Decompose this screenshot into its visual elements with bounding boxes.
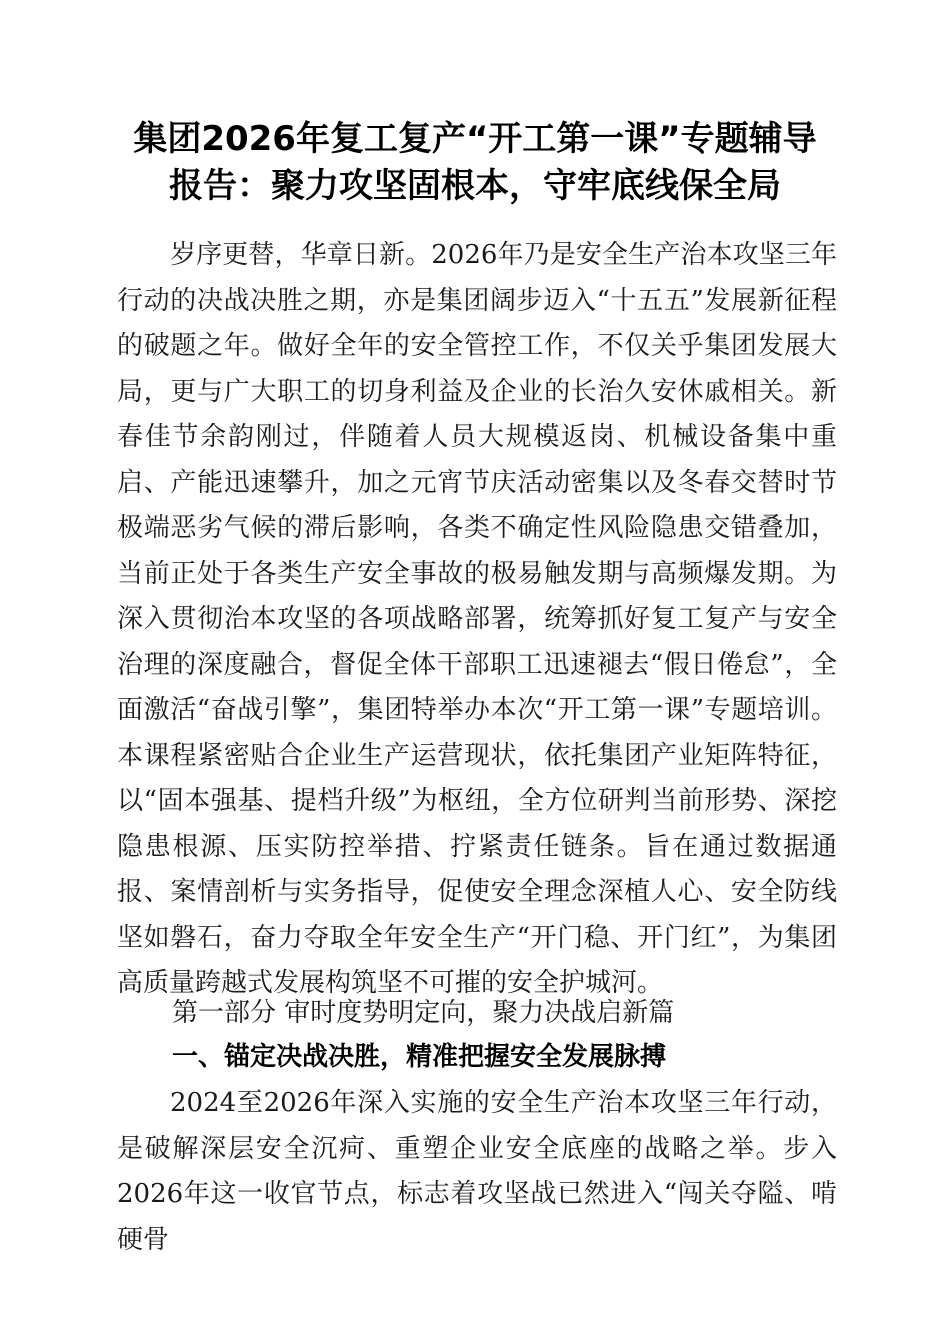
part-one-heading: 第一部分 审时度势明定向，聚力决战启新篇 xyxy=(172,998,675,1028)
document-title-line-2: 报告：聚力攻坚固根本，守牢底线保全局 xyxy=(169,166,781,206)
document-title-line-1: 集团2026年复工复产“开工第一课”专题辅导 xyxy=(133,119,817,159)
section-one-paragraph: 2024至2026年深入实施的安全生产治本攻坚三年行动，是破解深层安全沉疴、重塑企业安全底座的战略之举。步入2026年这一收官节点，标志着攻坚战已然进入“闯关夺隘、啃硬骨 xyxy=(117,1088,837,1255)
section-one-heading: 一、锚定决战决胜，精准把握安全发展脉搏 xyxy=(172,1042,667,1072)
intro-paragraph: 岁序更替，华章日新。2026年乃是安全生产治本攻坚三年行动的决战决胜之期，亦是集团阔步迈入“十五五”发展新征程的破题之年。做好全年的安全管控工作，不仅关乎集团发展大局，更与广大职工的切身利益及企业的长治久安休戚相关。新春佳节余韵刚过，伴随着人员大规模返岗、机械设备集中重启、产能迅速攀升，加之元宵节庆活动密集以及冬春交替时节极端恶劣气候的滞后影响，各类不确定性风险隐患交错叠加，当前正处于各类生产安全事故的极易触发期与高频爆发期。为深入贯彻治本攻坚的各项战略部署，统筹抓好复工复产与安全治理的深度融合，督促全体干部职工迅速褪去“假日倦怠”，全面激活“奋战引擎”，集团特举办本次“开工第一课”专题培训。本课程紧密贴合企业生产运营现状，依托集团产业矩阵特征，以“固本强基、提档升级”为枢纽，全方位研判当前形势、深挖隐患根源、压实防控举措、拧紧责任链条。旨在通过数据通报、案情剖析与实务指导，促使安全理念深植人心、安全防线坚如磐石，奋力夺取全年安全生产“开门稳、开门红”，为集团高质量跨越式发展构筑坚不可摧的安全护城河。 xyxy=(117,240,837,998)
